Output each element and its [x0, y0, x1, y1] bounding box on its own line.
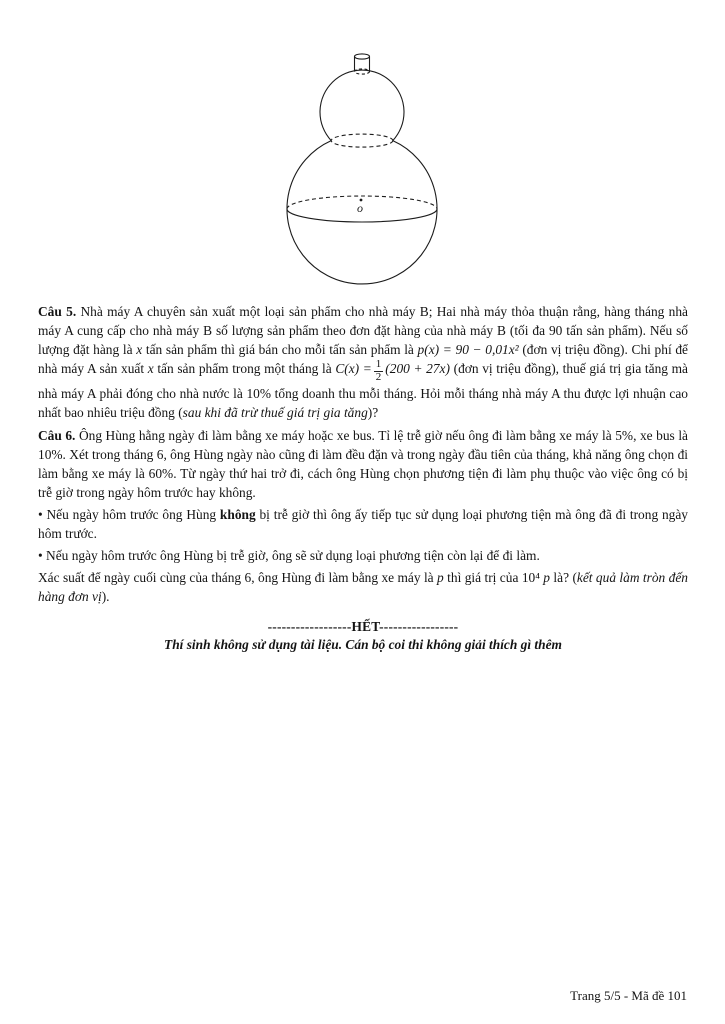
small-sphere — [320, 70, 404, 141]
value-bus-late-percent: 10% — [38, 446, 63, 462]
var-x-2: x — [147, 361, 154, 376]
exam-rules-note: Thí sinh không sử dụng tài liệu. Cán bộ coi thi không giải thích gì thêm — [164, 636, 562, 652]
neck-top-ellipse — [355, 54, 370, 59]
cau6-text-2: , xe bus là — [633, 427, 688, 443]
formula-cost-lhs: C(x) = — [335, 361, 372, 376]
het-divider: ------------------HẾT----------------- — [267, 618, 459, 634]
page-number-footer: Trang 5/5 - Mã đề 101 — [570, 988, 687, 1003]
var-p-2: p — [543, 569, 550, 585]
cau5-text-2: tấn sản phẩm thì giá bán cho mỗi tấn sản phẩm là — [142, 342, 418, 357]
cau6-text-5: Xác suất để ngày cuối cùng của tháng 6, ông Hùng đi làm bằng xe máy là — [38, 569, 438, 585]
cau5-text-6: tổng doanh thu mỗi tháng. Hỏi mỗi tháng nhà máy A thu được lợi nhuận cao nhất bao nhiêu triệu đồng ( — [38, 385, 688, 420]
cau5-paragraph — [38, 302, 688, 422]
value-tax-percent: 10% — [246, 385, 272, 401]
formula-cost-rhs: (200 + 27x) — [385, 361, 450, 376]
cau6-italic-note: kết quả làm tròn đến hàng đơn vị — [38, 569, 689, 604]
cau6-bullet-1 — [38, 505, 688, 543]
cau6-label: Câu 6. — [38, 427, 76, 443]
cau6-bullet-2 — [38, 546, 688, 565]
cau6-question-paragraph — [38, 568, 688, 606]
value-moto-late-percent: 5% — [615, 427, 634, 443]
cau6-text-7: là? ( — [550, 569, 577, 585]
cau6-text-3: . Xét trong tháng 6, ông Hùng ngày nào cũng đi làm đều đặn và trong ngày đầu tiên của tháng, khả năng ông chọn đi làm bằng xe máy là — [38, 446, 688, 481]
value-ten-pow-four: 10⁴ — [521, 569, 544, 585]
fraction-one-half — [374, 359, 384, 383]
bullet2-text: • Nếu ngày hôm trước ông Hùng bị trễ giờ, ông sẽ sử dụng loại phương tiện còn lại để đi làm. — [38, 547, 540, 563]
cau6-text-4: . Từ ngày thứ hai trở đi, cách ông Hùng chọn phương tiện đi làm phụ thuộc vào việc ông có bị trễ giờ trong ngày hôm trước hay không. — [38, 465, 688, 500]
gourd-figure — [0, 0, 725, 300]
cau6-paragraph — [38, 426, 688, 502]
bullet1-text-pre: • Nếu ngày hôm trước ông Hùng — [38, 506, 220, 522]
var-x-1: x — [136, 342, 143, 357]
value-first-day-percent: 60% — [148, 465, 174, 481]
cau6-text-6: thì giá trị của — [443, 569, 522, 585]
formula-price: p(x) = 90 − 0,01x² — [417, 342, 519, 357]
cau5-text-4: tấn sản phẩm trong một tháng là — [153, 361, 336, 376]
cau5-italic-note: sau khi đã trừ thuế giá trị gia tăng — [182, 404, 368, 420]
cau5-text-1: Nhà máy A chuyên sản xuất một loại sản phẩm cho nhà máy B; Hai nhà máy thỏa thuận rằng, hàng tháng nhà máy A cung cấp cho nhà máy B số lượng sản phẩm theo đơn đặt hàng của nhà máy B (tối đa 90 tấn sản phẩm). Nếu số lượng đặt hàng là — [38, 304, 688, 357]
cau6-text-8: ). — [101, 588, 110, 604]
var-p: p — [437, 569, 444, 585]
exam-text — [38, 302, 688, 653]
bullet1-text-post: bị trễ giờ thì ông ấy tiếp tục sử dụng loại phương tiện mà ông đã đi trong ngày hôm trước. — [38, 506, 688, 541]
cau5-label: Câu 5. — [38, 304, 77, 319]
neck-cylinder — [355, 54, 370, 74]
cau5-text-5: (đơn vị triệu đồng), thuế giá trị gia tăng mà nhà máy A phải đóng cho nhà nước là — [38, 361, 688, 401]
fraction-numerator: 1 — [375, 358, 382, 371]
cau5-text-7: )? — [367, 404, 379, 420]
center-label: o — [357, 201, 363, 215]
cau6-text-1: Ông Hùng hằng ngày đi làm bằng xe máy hoặc xe bus. Tỉ lệ trễ giờ nếu ông đi làm bằng xe máy là — [75, 427, 616, 443]
end-block — [38, 619, 688, 653]
fraction-denominator: 2 — [375, 371, 382, 383]
junction-ellipse — [331, 134, 393, 147]
cau5-text-3: (đơn vị triệu đồng). Chi phí để nhà máy A sản xuất — [38, 342, 688, 376]
bullet1-bold-word: không — [219, 506, 256, 522]
